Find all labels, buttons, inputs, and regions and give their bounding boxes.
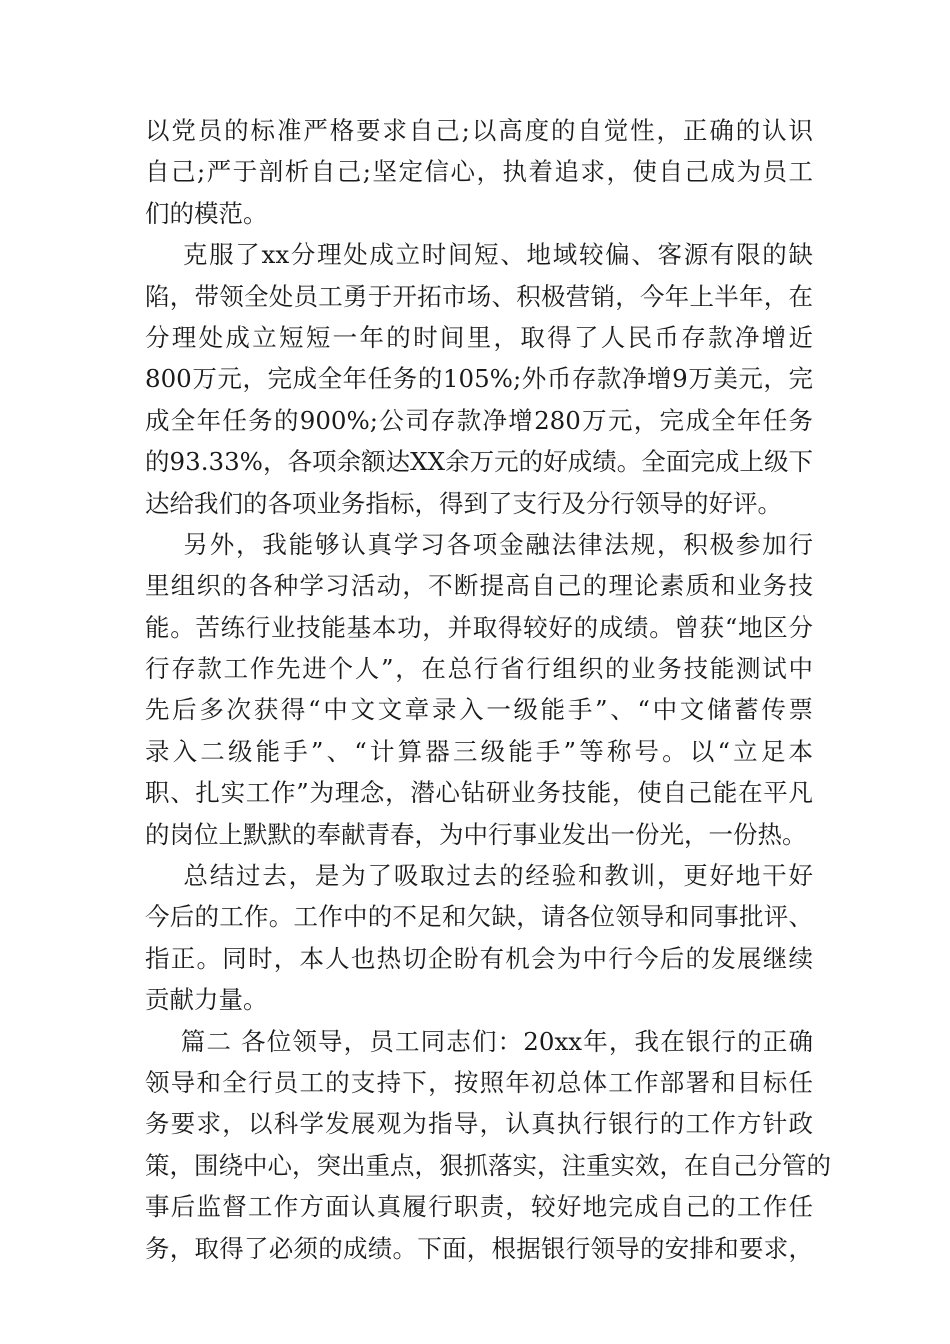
text-line: 分理处成立短短一年的时间里，取得了人民币存款净增近 [145,322,813,352]
text-line: 成全年任务的900%;公司存款净增280万元，完成全年任务 [145,405,813,435]
text-line: 能。苦练行业技能基本功，并取得较好的成绩。曾获“地区分 [145,612,813,642]
text-line: 指正。同时，本人也热切企盼有机会为中行今后的发展继续 [145,943,813,973]
text-line: 先后多次获得“中文文章录入一级能手”、“中文储蓄传票 [145,695,813,725]
text-line: 陷，带领全处员工勇于开拓市场、积极营销，今年上半年，在 [145,281,813,311]
text-line: 事后监督工作方面认真履行职责，较好地完成自己的工作任 [145,1192,813,1222]
text-line: 策，围绕中心，突出重点，狠抓落实，注重实效，在自己分管的 [145,1150,831,1180]
document-body [145,110,831,1269]
text-line: 另外，我能够认真学习各项金融法律法规，积极参加行 [145,529,813,559]
text-line: 的岗位上默默的奉献青春，为中行事业发出一份光，一份热。 [145,819,807,849]
text-line: 克服了xx分理处成立时间短、地域较偏、客源有限的缺 [145,240,813,270]
text-line: 达给我们的各项业务指标，得到了支行及分行领导的好评。 [145,488,782,518]
text-line: 们的模范。 [145,198,268,228]
text-line: 今后的工作。工作中的不足和欠缺，请各位领导和同事批评、 [145,902,813,932]
text-line: 务，取得了必须的成绩。下面，根据银行领导的安排和要求， [145,1233,813,1263]
text-line: 的93.33%，各项余额达XX余万元的好成绩。全面完成上级下 [145,447,813,477]
text-line: 总结过去，是为了吸取过去的经验和教训，更好地干好 [145,861,813,891]
text-line: 职、扎实工作”为理念，潜心钻研业务技能，使自己能在平凡 [145,778,813,808]
text-line: 自己;严于剖析自己;坚定信心，执着追求，使自己成为员工 [145,157,813,187]
text-line: 800万元，完成全年任务的105%;外币存款净增9万美元，完 [145,364,813,394]
text-line: 录入二级能手”、“计算器三级能手”等称号。以“立足本 [145,736,813,766]
text-line: 以党员的标准严格要求自己;以高度的自觉性，正确的认识 [145,116,813,145]
text-line: 贡献力量。 [145,985,268,1015]
text-line: 务要求，以科学发展观为指导，认真执行银行的工作方针政 [145,1109,813,1139]
text-line: 行存款工作先进个人”，在总行省行组织的业务技能测试中 [145,654,813,684]
text-line: 里组织的各种学习活动，不断提高自己的理论素质和业务技 [145,571,813,601]
text-line: 领导和全行员工的支持下，按照年初总体工作部署和目标任 [145,1067,813,1097]
text-line: 篇二 各位领导，员工同志们：20xx年，我在银行的正确 [145,1026,813,1056]
